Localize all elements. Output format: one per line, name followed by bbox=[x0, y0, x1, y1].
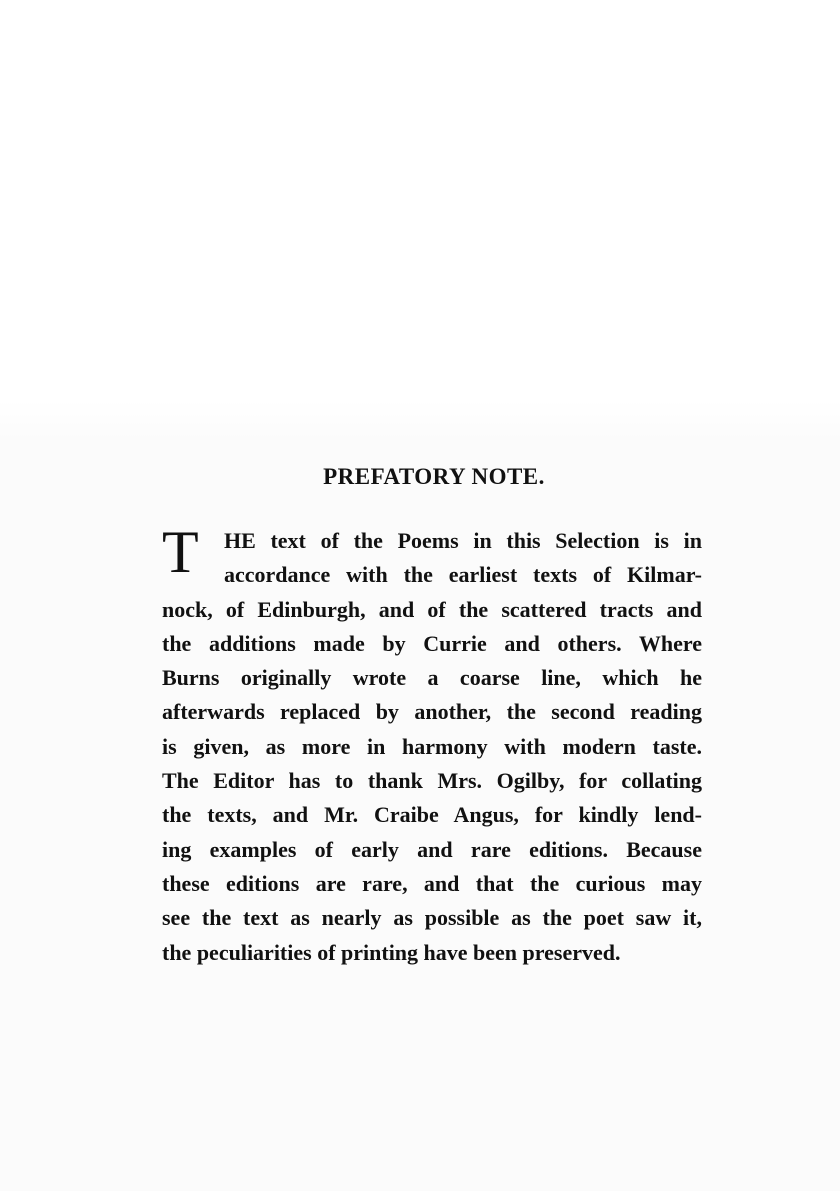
text-line: these editions are rare, and that the curious may bbox=[162, 870, 702, 896]
text-line: accordance with the earliest texts of Kilmar- bbox=[224, 562, 702, 588]
prefatory-note-body bbox=[162, 519, 702, 970]
text-line: afterwards replaced by another, the second reading bbox=[162, 699, 702, 725]
text-line: ing examples of early and rare editions. Because bbox=[162, 836, 702, 862]
page-title: PREFATORY NOTE. bbox=[323, 464, 545, 489]
text-line: the additions made by Currie and others. Where bbox=[162, 630, 702, 656]
text-line: HE text of the Poems in this Selection is in bbox=[224, 528, 702, 553]
text-line: The Editor has to thank Mrs. Ogilby, for collating bbox=[162, 768, 702, 794]
text-line: nock, of Edinburgh, and of the scattered tracts and bbox=[162, 596, 702, 622]
text-line: Burns originally wrote a coarse line, which he bbox=[162, 665, 702, 691]
text-line: is given, as more in harmony with modern taste. bbox=[162, 733, 702, 759]
text-line: the peculiarities of printing have been preserved. bbox=[162, 939, 621, 965]
text-line: the texts, and Mr. Craibe Angus, for kindly lend- bbox=[162, 802, 702, 828]
drop-cap: T bbox=[162, 519, 199, 585]
text-line: see the text as nearly as possible as the poet saw it, bbox=[162, 905, 702, 931]
